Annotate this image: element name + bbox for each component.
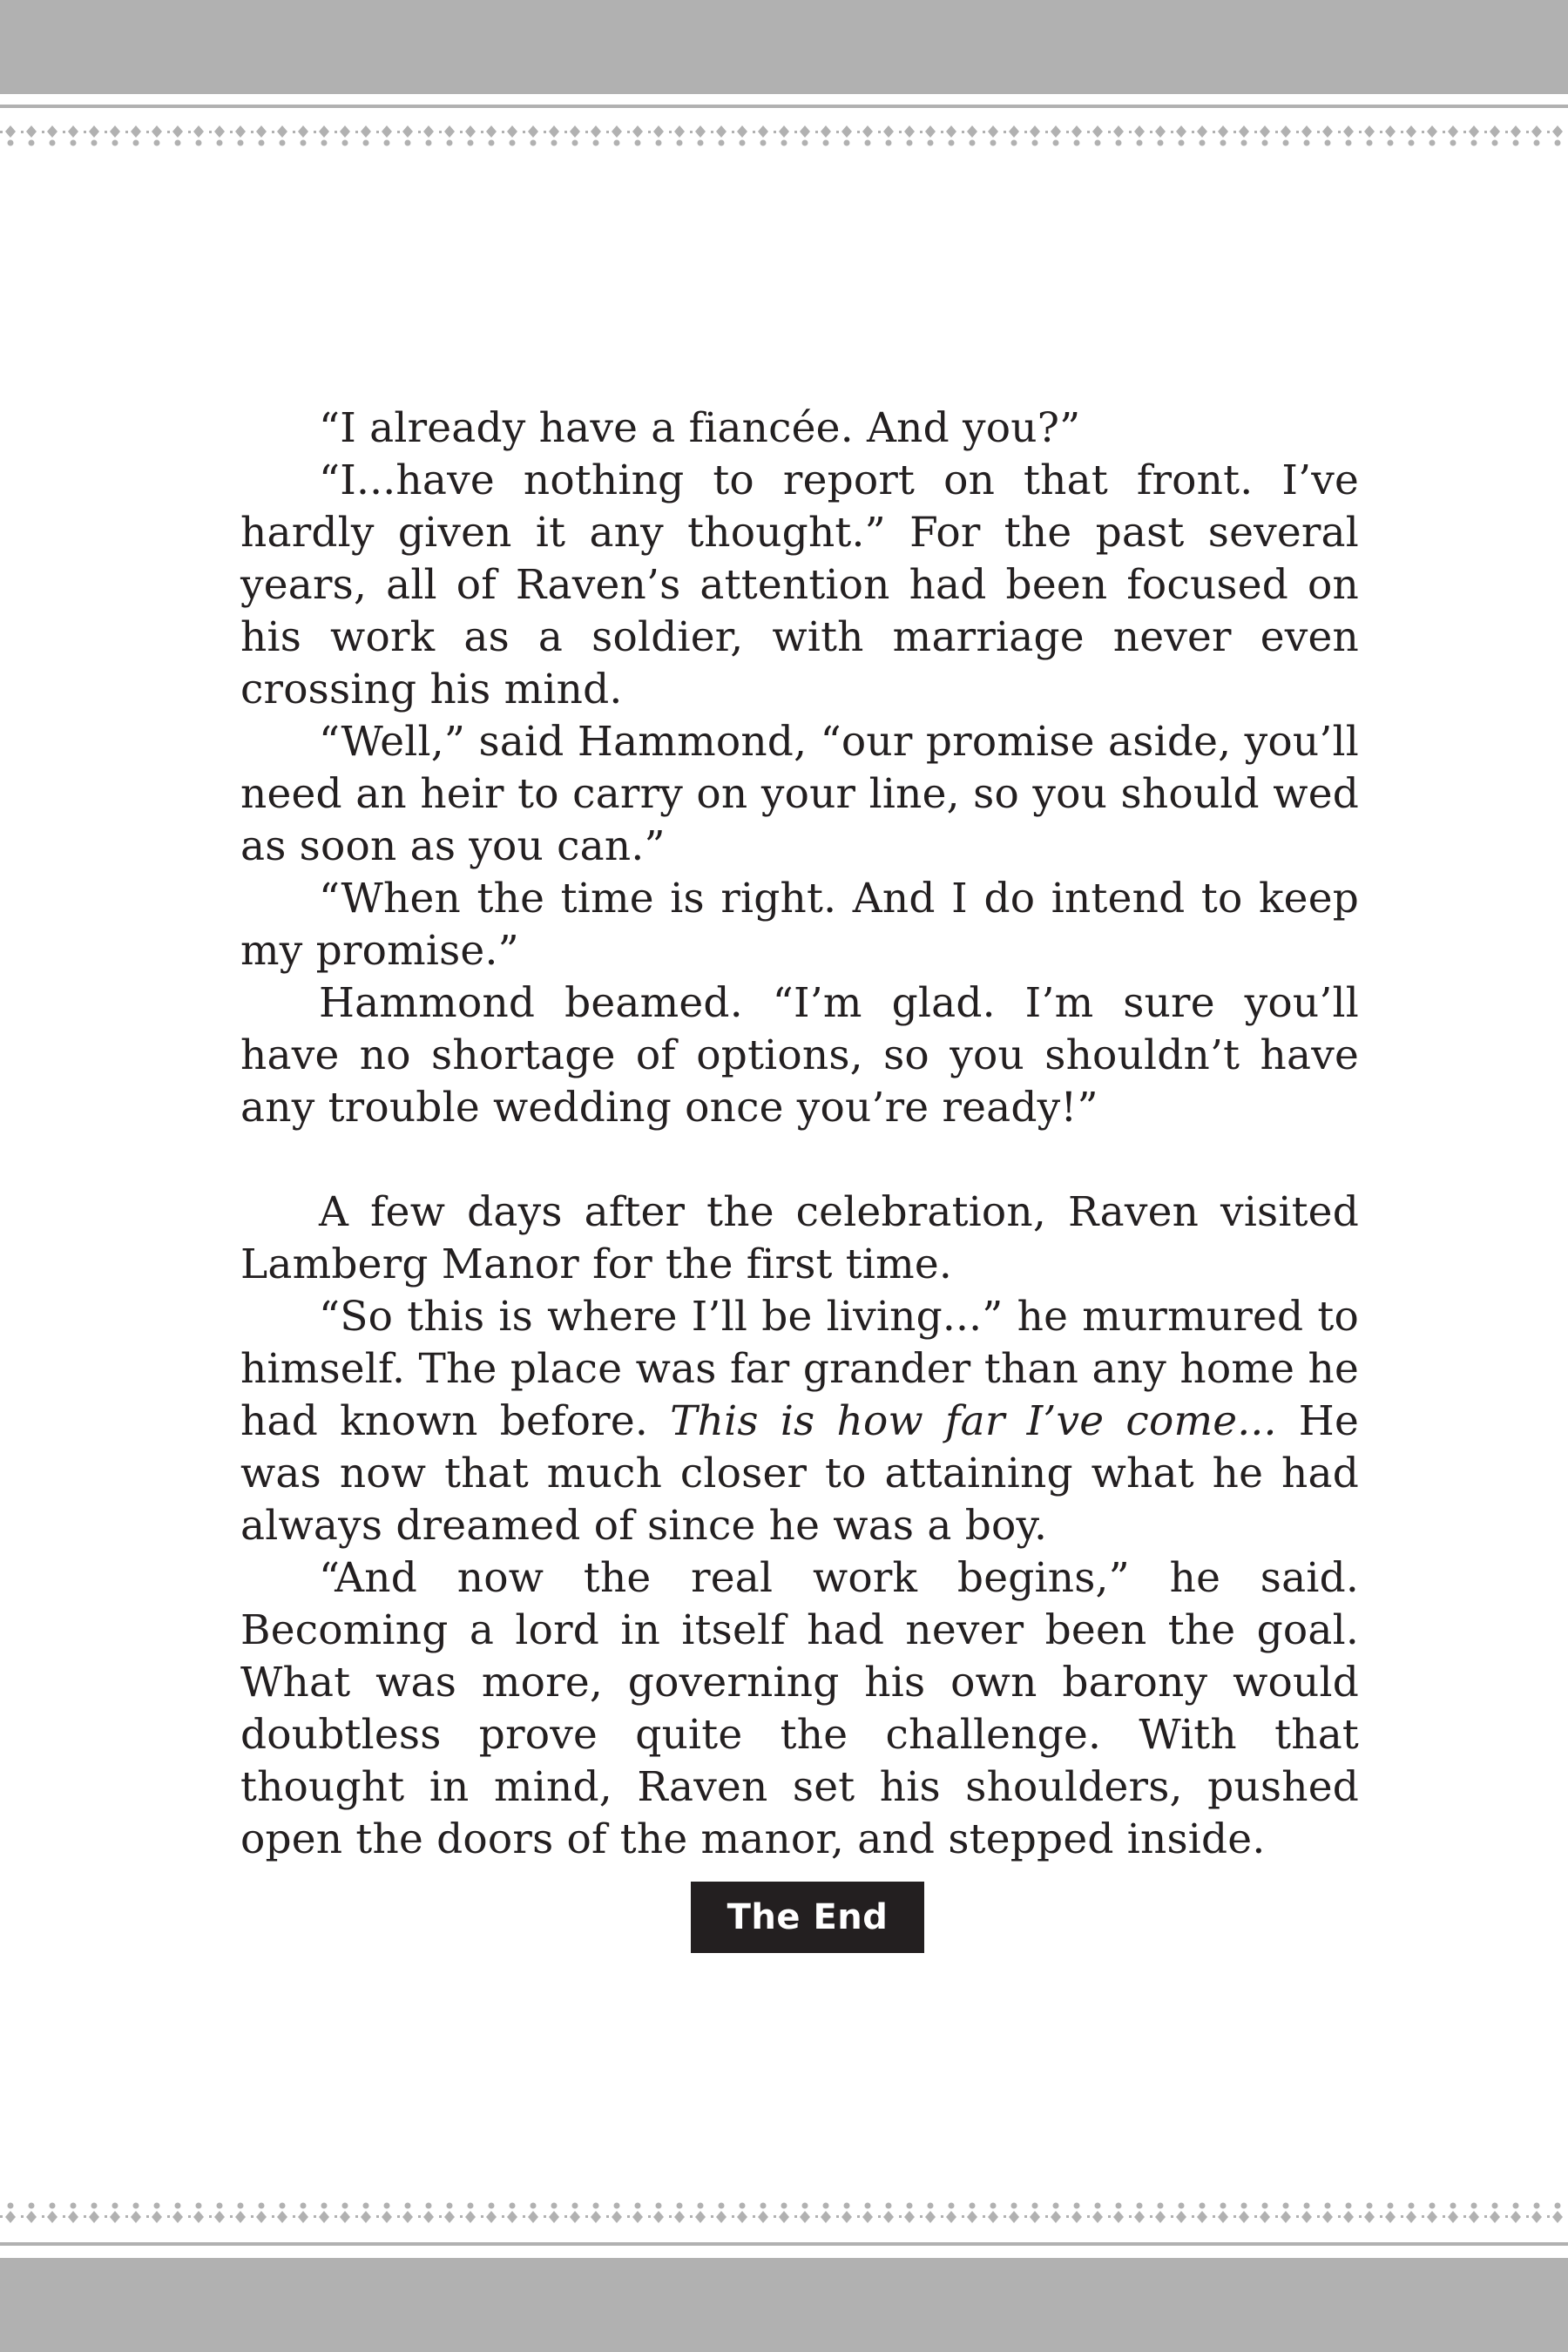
paragraph: “I already have a fiancée. And you?”	[319, 404, 1081, 452]
paragraph	[240, 1291, 1359, 1552]
paragraph: “Well,” said Hammond, “our promise aside, you’ll need an heir to carry on your line, so you should wed as soon as you can.”	[240, 718, 1359, 870]
paragraph: A few days after the celebration, Raven visited Lamberg Manor for the first time.	[240, 1188, 1359, 1288]
bottom-gray-band	[0, 2258, 1568, 2352]
bottom-rule	[0, 2242, 1568, 2246]
paragraph: “I...have nothing to report on that front. I’ve hardly given it any thought.” For the past several years, all of Raven’s attention had been focused on his work as a soldier, with marriage never even crossing his mind.	[240, 456, 1359, 713]
paragraph: Hammond beamed. “I’m glad. I’m sure you’ll have no shortage of options, so you shouldn’t have any trouble wedding once you’re ready!”	[240, 979, 1359, 1132]
italic-thought: This is how far I’ve come...	[670, 1397, 1277, 1445]
top-rule	[0, 105, 1568, 108]
bottom-ornament-border	[0, 2200, 1568, 2225]
top-ornament-border	[0, 124, 1568, 148]
story-text	[240, 402, 1359, 1866]
top-gray-band	[0, 0, 1568, 94]
paragraph: “And now the real work begins,” he said. Becoming a lord in itself had never been the goal. What was more, governing his own barony would doubtless prove quite the challenge. With that thought in mind, Raven set his shoulders, pushed open the doors of the manor, and stepped inside.	[240, 1554, 1359, 1863]
paragraph: “When the time is right. And I do intend to keep my promise.”	[240, 875, 1359, 975]
paragraph-text: “So this is where I’ll be living...” he murmured to himself. The place was far grander than any home he had known before.	[240, 1293, 1359, 1445]
the-end-badge: The End	[691, 1882, 924, 1953]
paragraph-text: He was now that much closer to attaining what he had always dreamed of since he was a boy.	[240, 1397, 1359, 1550]
